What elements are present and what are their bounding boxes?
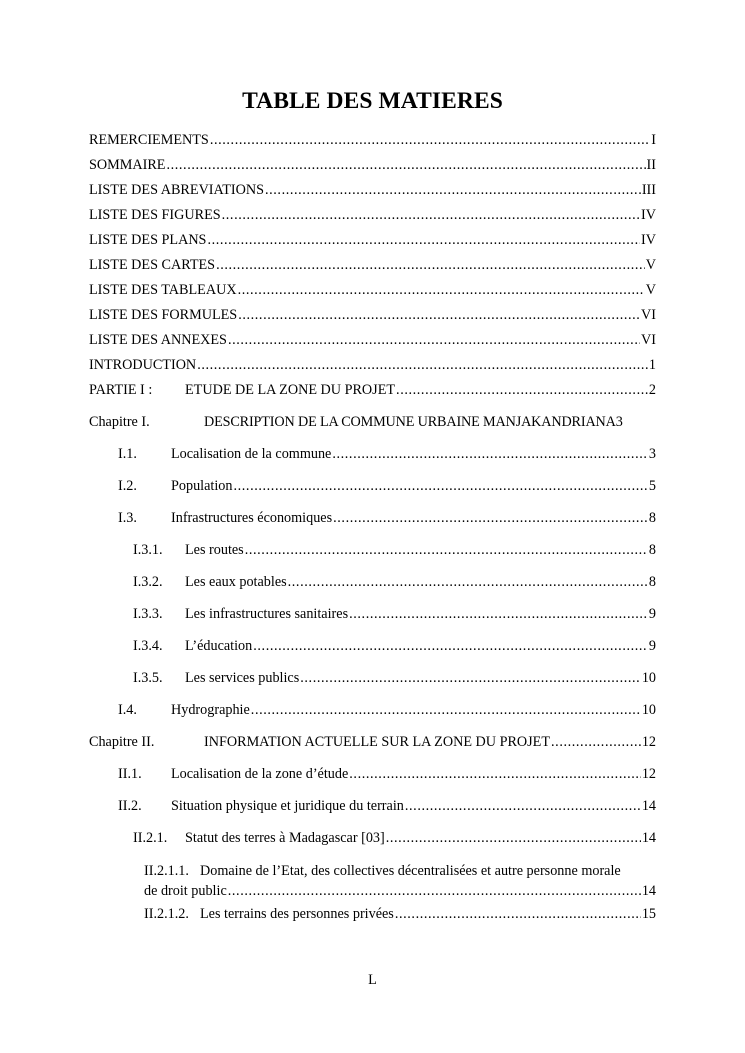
toc-entry-page: 8 <box>648 510 656 526</box>
dot-leader <box>222 205 640 225</box>
dot-leader <box>265 180 641 200</box>
toc-entry-number: Chapitre I. <box>89 414 150 430</box>
toc-entry-title: Domaine de l’Etat, des collectives décentralisées et autre personne morale <box>200 863 621 879</box>
toc-entry-page: 15 <box>641 906 656 922</box>
toc-entry-title: LISTE DES CARTES <box>89 257 216 273</box>
toc-entry-title: INFORMATION ACTUELLE SUR LA ZONE DU PROJET <box>204 734 551 750</box>
toc-entry-title: Les terrains des personnes privées <box>200 906 394 922</box>
toc-entry-liste-figures[interactable] <box>89 205 656 225</box>
toc-entry-title: INTRODUCTION <box>89 357 197 373</box>
toc-entry-number: I.2. <box>118 478 137 494</box>
toc-entry-title: REMERCIEMENTS <box>89 132 209 148</box>
toc-entry-page: IV <box>641 232 656 248</box>
toc-entry-i-3-4[interactable] <box>133 636 656 656</box>
toc-entry-title: DESCRIPTION DE LA COMMUNE URBAINE MANJAKANDRIANA <box>204 414 616 430</box>
toc-entry-number: I.3. <box>118 510 137 526</box>
toc-entry-remerciements[interactable] <box>89 130 656 150</box>
toc-entry-page: 14 <box>641 798 656 814</box>
toc-entry-number: II.2. <box>118 798 142 814</box>
toc-entry-title: LISTE DES TABLEAUX <box>89 282 237 298</box>
toc-entry-page: 9 <box>648 606 656 622</box>
toc-entry-i-3-5[interactable] <box>133 668 656 688</box>
toc-entry-i-4[interactable] <box>118 700 656 720</box>
toc-entry-number: PARTIE I : <box>89 382 153 398</box>
toc-entry-title: SOMMAIRE <box>89 157 166 173</box>
toc-entry-liste-abreviations[interactable] <box>89 180 656 200</box>
toc-entry-page: 3 <box>648 446 656 462</box>
dot-leader <box>349 764 641 784</box>
dot-leader <box>245 540 648 560</box>
toc-entry-title: L’éducation <box>185 638 253 654</box>
toc-entry-title: Les routes <box>185 542 244 558</box>
toc-entry-introduction[interactable] <box>89 355 656 375</box>
toc-entry-title: LISTE DES PLANS <box>89 232 207 248</box>
toc-entry-page: 1 <box>648 357 656 373</box>
toc-entry-ii-2[interactable] <box>118 796 656 816</box>
toc-entry-title: LISTE DES ANNEXES <box>89 332 227 348</box>
dot-leader <box>253 636 648 656</box>
toc-entry-partie-1[interactable] <box>89 380 656 400</box>
dot-leader <box>251 700 641 720</box>
toc-entry-page: I <box>651 132 656 148</box>
toc-entry-number: II.2.1. <box>133 830 168 846</box>
toc-entry-i-3-1[interactable] <box>133 540 656 560</box>
dot-leader <box>396 380 648 400</box>
dot-leader <box>551 732 641 752</box>
toc-entry-sommaire[interactable] <box>89 155 656 175</box>
toc-entry-page: V <box>645 257 656 273</box>
toc-entry-title: Les eaux potables <box>185 574 287 590</box>
dot-leader <box>197 355 648 375</box>
toc-entry-page: III <box>641 182 656 198</box>
dot-leader <box>386 828 641 848</box>
dot-leader <box>233 476 647 496</box>
toc-entry-page: 8 <box>648 574 656 590</box>
dot-leader <box>238 280 645 300</box>
toc-entry-title: ETUDE DE LA ZONE DU PROJET <box>185 382 396 398</box>
toc-entry-title: Hydrographie <box>171 702 250 718</box>
dot-leader <box>349 604 648 624</box>
toc-entry-liste-tableaux[interactable] <box>89 280 656 300</box>
dot-leader <box>207 230 640 250</box>
toc-entry-number: I.3.1. <box>133 542 163 558</box>
toc-entry-number: II.1. <box>118 766 142 782</box>
toc-entry-title: Population <box>171 478 233 494</box>
dot-leader <box>333 508 648 528</box>
toc-entry-i-3-2[interactable] <box>133 572 656 592</box>
dot-leader <box>300 668 641 688</box>
toc-entry-number: I.3.4. <box>133 638 163 654</box>
toc-entry-page: VI <box>641 332 656 348</box>
dot-leader <box>166 155 645 175</box>
toc-entry-page: II <box>646 157 656 173</box>
toc-entry-chapitre-2[interactable] <box>89 732 656 752</box>
page-title: TABLE DES MATIERES <box>242 88 503 114</box>
toc-entry-ii-2-1-1[interactable] <box>144 861 656 901</box>
toc-entry-number: I.3.3. <box>133 606 163 622</box>
dot-leader <box>405 796 641 816</box>
toc-entry-page: 3 <box>615 414 623 430</box>
dot-leader <box>288 572 648 592</box>
toc-entry-page: 8 <box>648 542 656 558</box>
dot-leader <box>332 444 648 464</box>
toc-entry-i-3[interactable] <box>118 508 656 528</box>
toc-entry-i-1[interactable] <box>118 444 656 464</box>
toc-entry-number: I.1. <box>118 446 137 462</box>
toc-entry-page: V <box>645 282 656 298</box>
toc-entry-page: IV <box>641 207 656 223</box>
toc-entry-liste-annexes[interactable] <box>89 330 656 350</box>
toc-entry-title: Situation physique et juridique du terrain <box>171 798 404 814</box>
toc-entry-number: Chapitre II. <box>89 734 155 750</box>
dot-leader <box>216 255 645 275</box>
toc-entry-i-2[interactable] <box>118 476 656 496</box>
toc-entry-ii-2-1-2[interactable] <box>144 904 656 924</box>
toc-entry-ii-1[interactable] <box>118 764 656 784</box>
toc-entry-page: 12 <box>641 734 656 750</box>
toc-entry-liste-cartes[interactable] <box>89 255 656 275</box>
toc-entry-ii-2-1[interactable] <box>133 828 656 848</box>
toc-entry-title: LISTE DES ABREVIATIONS <box>89 182 264 198</box>
toc-entry-title: LISTE DES FORMULES <box>89 307 238 323</box>
dot-leader <box>228 881 641 901</box>
toc-entry-title: Infrastructures économiques <box>171 510 333 526</box>
toc-entry-title: Les infrastructures sanitaires <box>185 606 349 622</box>
toc-entry-page: 10 <box>641 702 656 718</box>
toc-entry-title: Localisation de la zone d’étude <box>171 766 349 782</box>
toc-entry-title-continued: de droit public <box>144 883 227 899</box>
toc-entry-title: Statut des terres à Madagascar [03] <box>185 830 385 846</box>
toc-entry-page: 2 <box>648 382 656 398</box>
toc-entry-number: II.2.1.2. <box>144 906 189 922</box>
toc-entry-number: I.4. <box>118 702 137 718</box>
toc-entry-page: VI <box>641 307 656 323</box>
dot-leader <box>228 330 640 350</box>
dot-leader <box>238 305 640 325</box>
toc-entry-title: Localisation de la commune <box>171 446 332 462</box>
toc-entry-page: 5 <box>648 478 656 494</box>
toc-entry-number: I.3.2. <box>133 574 163 590</box>
toc-entry-title: LISTE DES FIGURES <box>89 207 221 223</box>
toc-entry-liste-formules[interactable] <box>89 305 656 325</box>
toc-entry-page: 12 <box>641 766 656 782</box>
dot-leader <box>210 130 650 150</box>
dot-leader <box>395 904 641 924</box>
toc-entry-page: 10 <box>641 670 656 686</box>
toc-entry-title: Les services publics <box>185 670 300 686</box>
toc-entry-page: 9 <box>648 638 656 654</box>
footer-page-number: L <box>368 972 377 988</box>
toc-entry-page: 14 <box>641 830 656 846</box>
toc-entry-liste-plans[interactable] <box>89 230 656 250</box>
toc-entry-page: 14 <box>641 883 656 899</box>
toc-entry-number: II.2.1.1. <box>144 863 189 879</box>
toc-entry-number: I.3.5. <box>133 670 163 686</box>
toc-entry-chapitre-1[interactable] <box>89 412 656 432</box>
toc-entry-i-3-3[interactable] <box>133 604 656 624</box>
